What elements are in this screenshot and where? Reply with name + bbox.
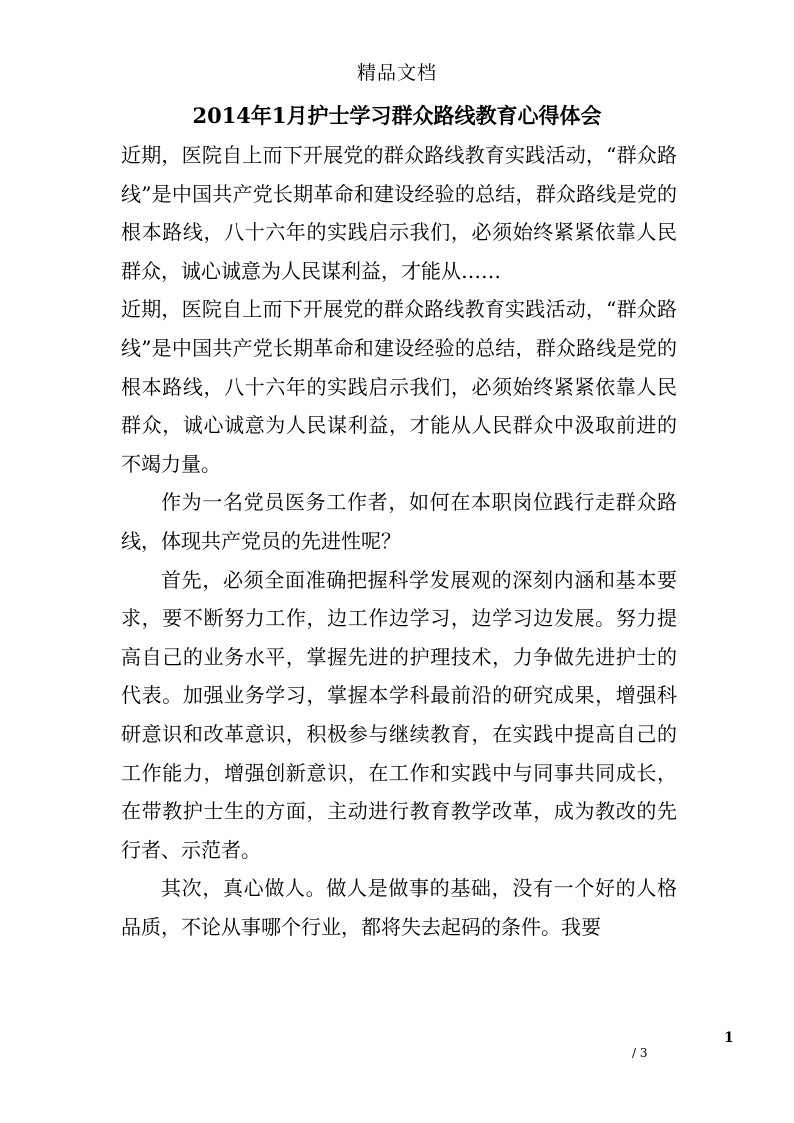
paragraph-intro-excerpt: 近期，医院自上而下开展党的群众路线教育实践活动，“群众路线”是中国共产党长期革命和建设经验的总结，群众路线是党的根本路线，八十六年的实践启示我们，必须始终紧紧依靠人民群众，诚心诚意为人民谋利益，才能从……	[121, 143, 677, 283]
page-total: / 3	[632, 1046, 648, 1060]
document-title: 2014年1月护士学习群众路线教育心得体会	[192, 103, 602, 128]
paragraph-intro-full: 近期，医院自上而下开展党的群众路线教育实践活动，“群众路线”是中国共产党长期革命和建设经验的总结，群众路线是党的根本路线，八十六年的实践启示我们，必须始终紧紧依靠人民群众，诚心诚意为人民谋利益，才能从人民群众中汲取前进的不竭力量。	[121, 297, 677, 476]
paragraph-question: 作为一名党员医务工作者，如何在本职岗位践行走群众路线，体现共产党员的先进性呢？	[121, 490, 677, 553]
document-body	[121, 136, 677, 946]
paragraph-first-point: 首先，必须全面准确把握科学发展观的深刻内涵和基本要求，要不断努力工作，边工作边学习，边学习边发展。努力提高自己的业务水平，掌握先进的护理技术，力争做先进护士的代表。加强业务学习，掌握本学科最前沿的研究成果，增强科研意识和改革意识，积极参与继续教育，在实践中提高自己的工作能力，增强创新意识，在工作和实践中与同事共同成长，在带教护士生的方面，主动进行教育教学改革，成为教改的先行者、示范者。	[121, 567, 677, 862]
paragraph-second-point: 其次，真心做人。做人是做事的基础，没有一个好的人格品质，不论从事哪个行业，都将失去起码的条件。我要	[121, 876, 677, 939]
page-number: 1	[724, 1030, 734, 1046]
page-header: 精品文档	[356, 62, 437, 84]
